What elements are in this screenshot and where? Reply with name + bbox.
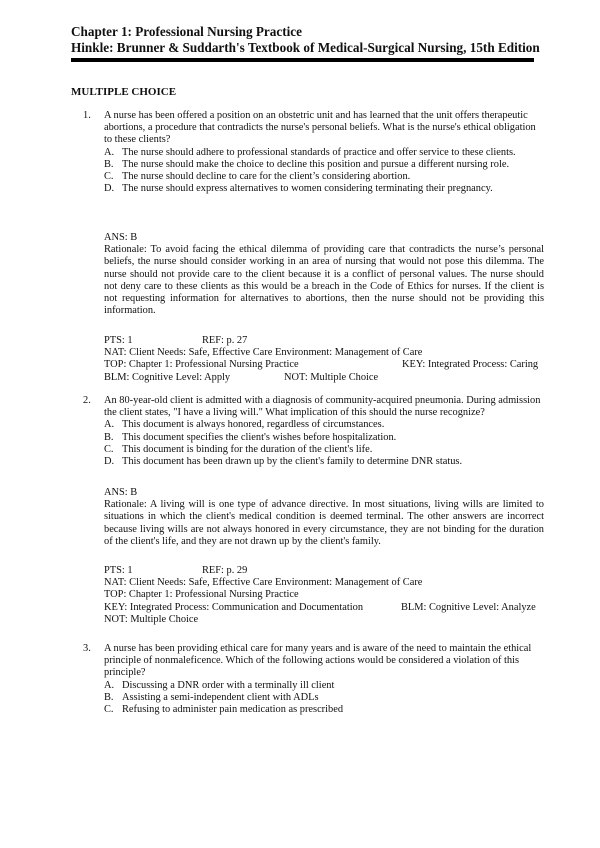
pts: PTS: 1: [104, 335, 133, 346]
option-b: B. Assisting a semi-independent client with ADLs: [104, 691, 319, 703]
top-key-row: [104, 359, 544, 371]
document-header: [71, 24, 540, 56]
question-stem: An 80-year-old client is admitted with a diagnosis of community-acquired pneumonia. During admission the client states, "I have a living will." What implication of this should the nurse recognize?: [104, 395, 541, 419]
question-number: 1.: [83, 110, 91, 121]
question-stem: A nurse has been offered a position on an obstetric unit and has learned that the unit offers therapeutic abortions, a procedure that contradicts the nurse's personal beliefs. What is the nurse's ethical obligation to these clients?: [104, 110, 536, 146]
pts: PTS: 1: [104, 565, 133, 576]
topic: TOP: Chapter 1: Professional Nursing Practice: [104, 589, 299, 601]
blm: BLM: Cognitive Level: Apply: [104, 371, 231, 383]
answer: ANS: B: [104, 232, 138, 243]
option-a: A. The nurse should adhere to professional standards of practice and offer service to these clients.: [104, 146, 516, 158]
option-c: C. This document is binding for the duration of the client's life.: [104, 443, 373, 455]
option-d: D. This document has been drawn up by the client's family to determine DNR status.: [104, 456, 463, 468]
nat: NAT: Client Needs: Safe, Effective Care Environment: Management of Care: [104, 347, 423, 359]
pts-ref-row: [104, 565, 544, 577]
key: KEY: Integrated Process: Communication and Documentation: [104, 601, 364, 613]
section-title: MULTIPLE CHOICE: [71, 86, 177, 98]
ref: REF: p. 29: [202, 565, 248, 576]
pts-ref-row: [104, 335, 544, 347]
topic: TOP: Chapter 1: Professional Nursing Practice: [104, 359, 299, 371]
option-a: A. Discussing a DNR order with a terminally ill client: [104, 679, 335, 691]
not: NOT: Multiple Choice: [284, 371, 379, 383]
chapter-title: Chapter 1: Professional Nursing Practice: [71, 24, 302, 39]
question-stem: A nurse has been providing ethical care for many years and is aware of the need to maintain the ethical principle of nonmaleficence. Which of the following actions would be considered a violation of this principle?: [104, 643, 532, 679]
blm-not-row: [104, 372, 544, 384]
header-rule: [71, 58, 534, 62]
rationale: Rationale: To avoid facing the ethical dilemma of providing care that contradicts the nurse’s personal beliefs, the nurse should consider working in an area of nursing that would not pose this dilemma. The nurse should not provide care to the client because it is a conflict of personal values. The nurse should not deny care to these clients as this would be a breach in the Code of Ethics for nurses. If the client is not requesting information for alternatives to abortions, then the nurse should not be providing this information.: [104, 244, 544, 317]
not: NOT: Multiple Choice: [104, 613, 199, 625]
blm: BLM: Cognitive Level: Analyze: [401, 601, 536, 613]
book-title: Hinkle: Brunner & Suddarth's Textbook of Medical-Surgical Nursing, 15th Edition: [71, 40, 540, 55]
option-d: D. The nurse should express alternatives to women considering terminating their pregnancy.: [104, 183, 493, 195]
option-b: B. This document specifies the client's wishes before hospitalization.: [104, 431, 397, 443]
option-c: C. The nurse should decline to care for the client’s considering abortion.: [104, 171, 411, 183]
question-number: 3.: [83, 643, 91, 654]
option-c: C. Refusing to administer pain medication as prescribed: [104, 704, 344, 716]
key-blm-row: [104, 602, 544, 614]
rationale: Rationale: A living will is one type of advance directive. In most situations, living wills are limited to situations in which the client's medical condition is deemed terminal. The other answers are incorrect because living wills are not always honored in every circumstance, they are not binding for the duration of the client's life, and they are not drawn up by the client's family.: [104, 499, 544, 547]
key: KEY: Integrated Process: Caring: [402, 359, 539, 371]
question-number: 2.: [83, 395, 91, 406]
option-a: A. This document is always honored, regardless of circumstances.: [104, 419, 385, 431]
ref: REF: p. 27: [202, 335, 248, 346]
answer: ANS: B: [104, 487, 138, 498]
option-b: B. The nurse should make the choice to decline this position and pursue a different nursing role.: [104, 158, 510, 170]
nat: NAT: Client Needs: Safe, Effective Care Environment: Management of Care: [104, 577, 423, 589]
